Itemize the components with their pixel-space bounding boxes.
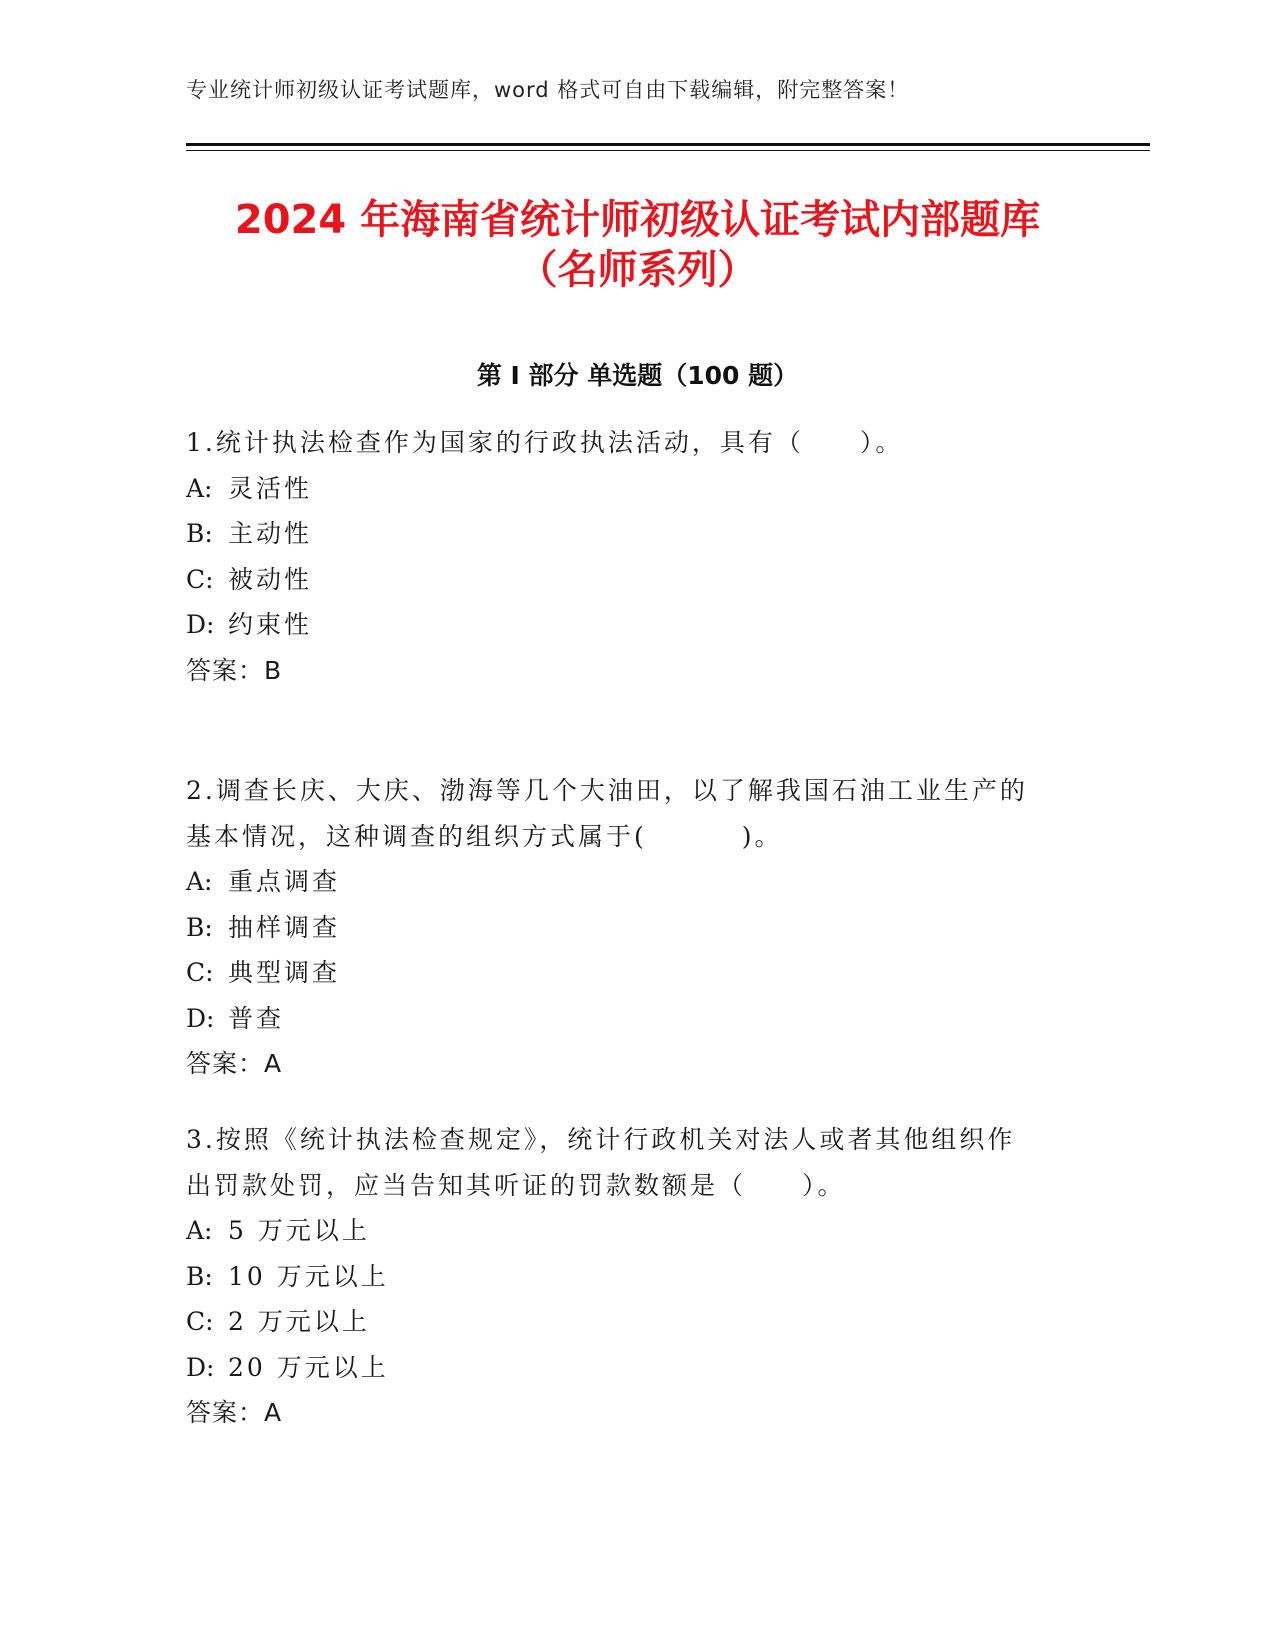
option-letter: B:	[186, 1261, 213, 1291]
header-rule-thick	[186, 143, 1150, 146]
header-note: 专业统计师初级认证考试题库，word 格式可自由下载编辑，附完整答案！	[186, 78, 910, 102]
option-text: 20 万元以上	[228, 1352, 389, 1382]
option-b	[186, 511, 1066, 557]
option-letter: A:	[186, 867, 213, 896]
question-1	[186, 420, 1066, 693]
option-text: 约束性	[228, 610, 313, 639]
option-text: 重点调查	[228, 867, 341, 896]
option-letter: D:	[186, 1352, 215, 1382]
option-letter: C:	[186, 958, 214, 987]
header-rule-thin	[186, 150, 1150, 151]
option-letter: B:	[186, 519, 213, 548]
option-letter: C:	[186, 1307, 214, 1336]
option-letter: A:	[186, 1216, 213, 1245]
option-text: 灵活性	[228, 473, 313, 503]
question-stem: 1.统计执法检查作为国家的行政执法活动，具有（ ）。	[186, 428, 904, 457]
question-stem-line-1: 3.按照《统计执法检查规定》，统计行政机关对法人或者其他组织作	[186, 1125, 1016, 1154]
question-stem-line-2: 基本情况，这种调查的组织方式属于( )。	[186, 821, 783, 851]
option-d	[186, 602, 1066, 648]
option-letter: A:	[186, 473, 213, 503]
answer: 答案：A	[186, 1049, 283, 1078]
option-text: 主动性	[228, 519, 313, 548]
option-d	[186, 1345, 1066, 1391]
option-a	[186, 466, 1066, 512]
title-line-2: （名师系列）	[517, 247, 758, 293]
option-text: 抽样调查	[228, 912, 341, 942]
option-letter: D:	[186, 1003, 215, 1033]
question-2	[186, 768, 1066, 1087]
document-title	[0, 195, 1275, 295]
part-heading: 第 I 部分 单选题（100 题）	[476, 361, 799, 390]
answer: 答案：A	[186, 1398, 283, 1427]
option-a	[186, 859, 1066, 905]
option-text: 2 万元以上	[228, 1307, 370, 1336]
option-c	[186, 950, 1066, 996]
answer: 答案：B	[186, 655, 283, 685]
option-text: 被动性	[228, 564, 313, 594]
option-b	[186, 1254, 1066, 1300]
question-stem-line-2: 出罚款处罚，应当告知其听证的罚款数额是（ ）。	[186, 1170, 846, 1200]
option-letter: B:	[186, 912, 213, 942]
title-line-1: 2024 年海南省统计师初级认证考试内部题库	[234, 197, 1041, 243]
question-3	[186, 1117, 1066, 1436]
question-stem-line-1: 2.调查长庆、大庆、渤海等几个大油田，以了解我国石油工业生产的	[186, 776, 1028, 805]
option-a	[186, 1208, 1066, 1254]
option-b	[186, 905, 1066, 951]
option-c	[186, 557, 1066, 603]
option-letter: C:	[186, 564, 214, 594]
option-text: 5 万元以上	[228, 1216, 370, 1245]
option-text: 普查	[228, 1003, 285, 1033]
option-letter: D:	[186, 610, 215, 639]
option-d	[186, 996, 1066, 1042]
option-text: 典型调查	[228, 958, 341, 987]
option-c	[186, 1299, 1066, 1345]
option-text: 10 万元以上	[228, 1261, 389, 1291]
